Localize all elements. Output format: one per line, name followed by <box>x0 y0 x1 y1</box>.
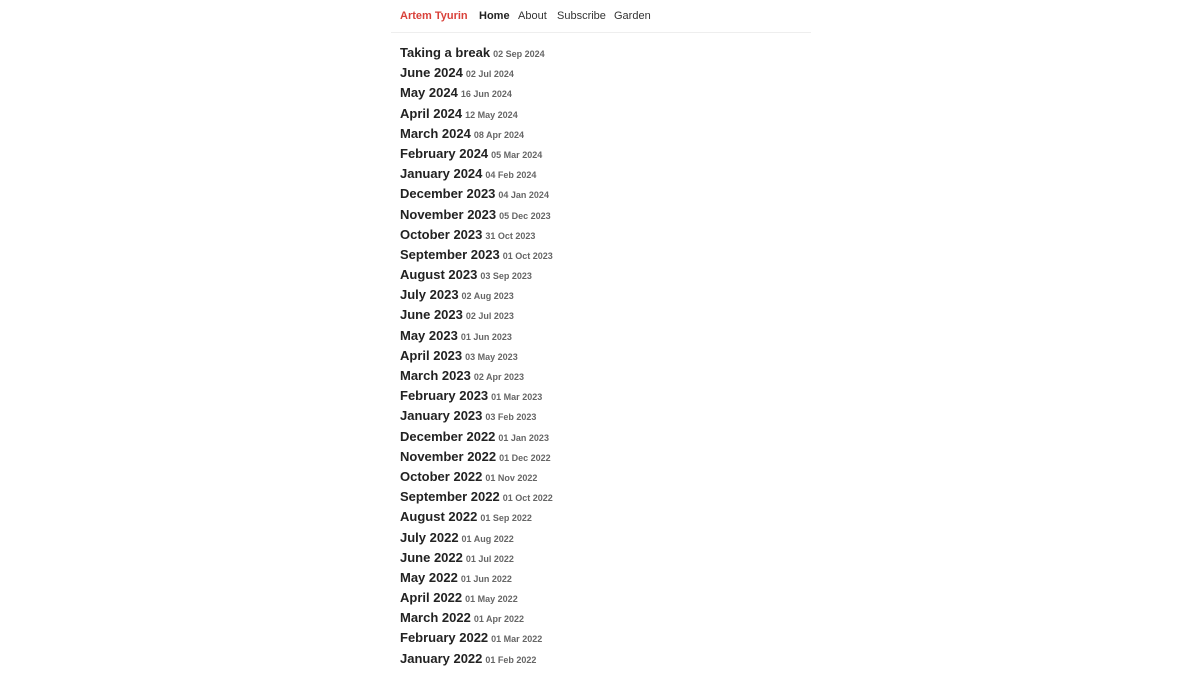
site-brand-link[interactable]: Artem Tyurin <box>400 10 468 22</box>
post-date: 05 Dec 2023 <box>499 210 551 221</box>
post-title-link[interactable]: May 2023 <box>400 327 458 343</box>
post-date: 02 Jul 2024 <box>465 69 514 80</box>
post-list-item <box>400 447 820 467</box>
post-list-item <box>400 184 820 204</box>
post-title-link[interactable]: July 2023 <box>400 287 459 303</box>
post-date: 04 Jan 2024 <box>498 190 549 201</box>
post-list-item <box>400 588 820 608</box>
post-list-item <box>400 43 820 63</box>
post-date: 01 Dec 2022 <box>499 452 551 463</box>
nav-subscribe-link[interactable]: Subscribe <box>557 10 606 22</box>
post-title-link[interactable]: November 2022 <box>400 448 497 464</box>
post-title-link[interactable]: October 2023 <box>400 226 483 242</box>
post-list-item <box>400 628 820 648</box>
post-date: 03 Feb 2023 <box>485 412 537 423</box>
post-title-link[interactable]: Taking a break <box>400 45 491 60</box>
post-date: 03 Sep 2023 <box>480 271 532 282</box>
post-title-link[interactable]: December 2022 <box>400 428 496 444</box>
post-title-link[interactable]: March 2022 <box>400 610 471 626</box>
post-date: 01 Aug 2022 <box>461 533 514 544</box>
post-list-item <box>400 467 820 487</box>
post-title-link[interactable]: September 2022 <box>400 489 500 505</box>
post-date: 01 Mar 2023 <box>491 392 543 403</box>
post-title-link[interactable]: May 2022 <box>400 569 458 585</box>
post-title-link[interactable]: June 2023 <box>400 307 463 323</box>
post-list-item <box>400 265 820 285</box>
post-list-item <box>400 528 820 548</box>
nav-home-link[interactable]: Home <box>479 10 510 22</box>
post-list-item <box>400 124 820 144</box>
post-title-link[interactable]: December 2023 <box>400 186 496 202</box>
post-date: 01 Feb 2022 <box>485 654 537 665</box>
top-navigation <box>391 0 811 33</box>
post-title-link[interactable]: April 2023 <box>400 347 463 363</box>
post-list-item <box>400 205 820 225</box>
post-date: 01 Oct 2023 <box>502 250 553 261</box>
post-date: 01 Apr 2022 <box>473 614 525 625</box>
post-date: 01 Jul 2022 <box>465 553 514 564</box>
post-title-link[interactable]: January 2024 <box>400 166 483 182</box>
post-list-item <box>400 305 820 325</box>
post-date: 04 Feb 2024 <box>485 170 537 181</box>
post-list-item <box>400 83 820 103</box>
post-title-link[interactable]: August 2023 <box>400 267 478 283</box>
post-list-item <box>400 326 820 346</box>
post-date: 02 Jul 2023 <box>465 311 514 322</box>
post-title-link[interactable]: June 2022 <box>400 549 463 565</box>
post-list-item <box>400 386 820 406</box>
post-date: 12 May 2024 <box>465 109 518 120</box>
post-title-link[interactable]: February 2022 <box>400 630 489 646</box>
post-date: 05 Mar 2024 <box>491 149 543 160</box>
post-date: 02 Sep 2024 <box>493 49 545 59</box>
post-title-link[interactable]: November 2023 <box>400 206 497 222</box>
post-date: 01 Jan 2023 <box>498 432 549 443</box>
post-date: 08 Apr 2024 <box>473 129 525 140</box>
post-title-link[interactable]: October 2022 <box>400 468 483 484</box>
post-date: 01 May 2022 <box>465 594 518 605</box>
post-list-item <box>400 366 820 386</box>
post-title-link[interactable]: April 2022 <box>400 590 463 606</box>
post-title-link[interactable]: July 2022 <box>400 529 459 545</box>
nav-about-link[interactable]: About <box>518 10 547 22</box>
post-date: 01 Sep 2022 <box>480 513 532 524</box>
post-title-link[interactable]: March 2024 <box>400 125 471 141</box>
post-date: 01 Nov 2022 <box>485 472 538 483</box>
post-date: 01 Oct 2022 <box>502 493 553 504</box>
post-title-link[interactable]: February 2023 <box>400 388 489 404</box>
post-list-item <box>400 406 820 426</box>
post-title-link[interactable]: January 2023 <box>400 408 483 424</box>
post-list-item <box>400 649 820 669</box>
post-list-item <box>400 427 820 447</box>
post-list-item <box>400 346 820 366</box>
post-date: 02 Aug 2023 <box>461 291 514 302</box>
post-date: 03 May 2023 <box>465 351 518 362</box>
post-list-item <box>400 63 820 83</box>
post-title-link[interactable]: January 2022 <box>400 650 483 666</box>
post-date: 16 Jun 2024 <box>460 89 512 100</box>
post-date: 01 Mar 2022 <box>491 634 543 645</box>
post-title-link[interactable]: April 2024 <box>400 105 463 121</box>
post-list-item <box>400 164 820 184</box>
post-list-item <box>400 245 820 265</box>
post-list-item <box>400 225 820 245</box>
post-list-item <box>400 144 820 164</box>
post-date: 31 Oct 2023 <box>485 230 536 241</box>
post-title-link[interactable]: February 2024 <box>400 145 489 161</box>
post-title-link[interactable]: March 2023 <box>400 368 471 383</box>
post-title-link[interactable]: September 2023 <box>400 246 500 262</box>
post-list-item <box>400 568 820 588</box>
post-list-item <box>400 104 820 124</box>
post-date: 02 Apr 2023 <box>473 372 525 382</box>
post-title-link[interactable]: August 2022 <box>400 509 478 525</box>
post-date: 01 Jun 2023 <box>460 331 512 342</box>
nav-garden-link[interactable]: Garden <box>614 10 651 22</box>
post-title-link[interactable]: June 2024 <box>400 65 463 81</box>
post-date: 01 Jun 2022 <box>460 573 512 584</box>
post-list-item <box>400 507 820 527</box>
post-list <box>400 43 820 669</box>
post-list-item <box>400 548 820 568</box>
post-list-item <box>400 487 820 507</box>
post-list-item <box>400 608 820 628</box>
post-list-item <box>400 285 820 305</box>
post-title-link[interactable]: May 2024 <box>400 85 458 101</box>
